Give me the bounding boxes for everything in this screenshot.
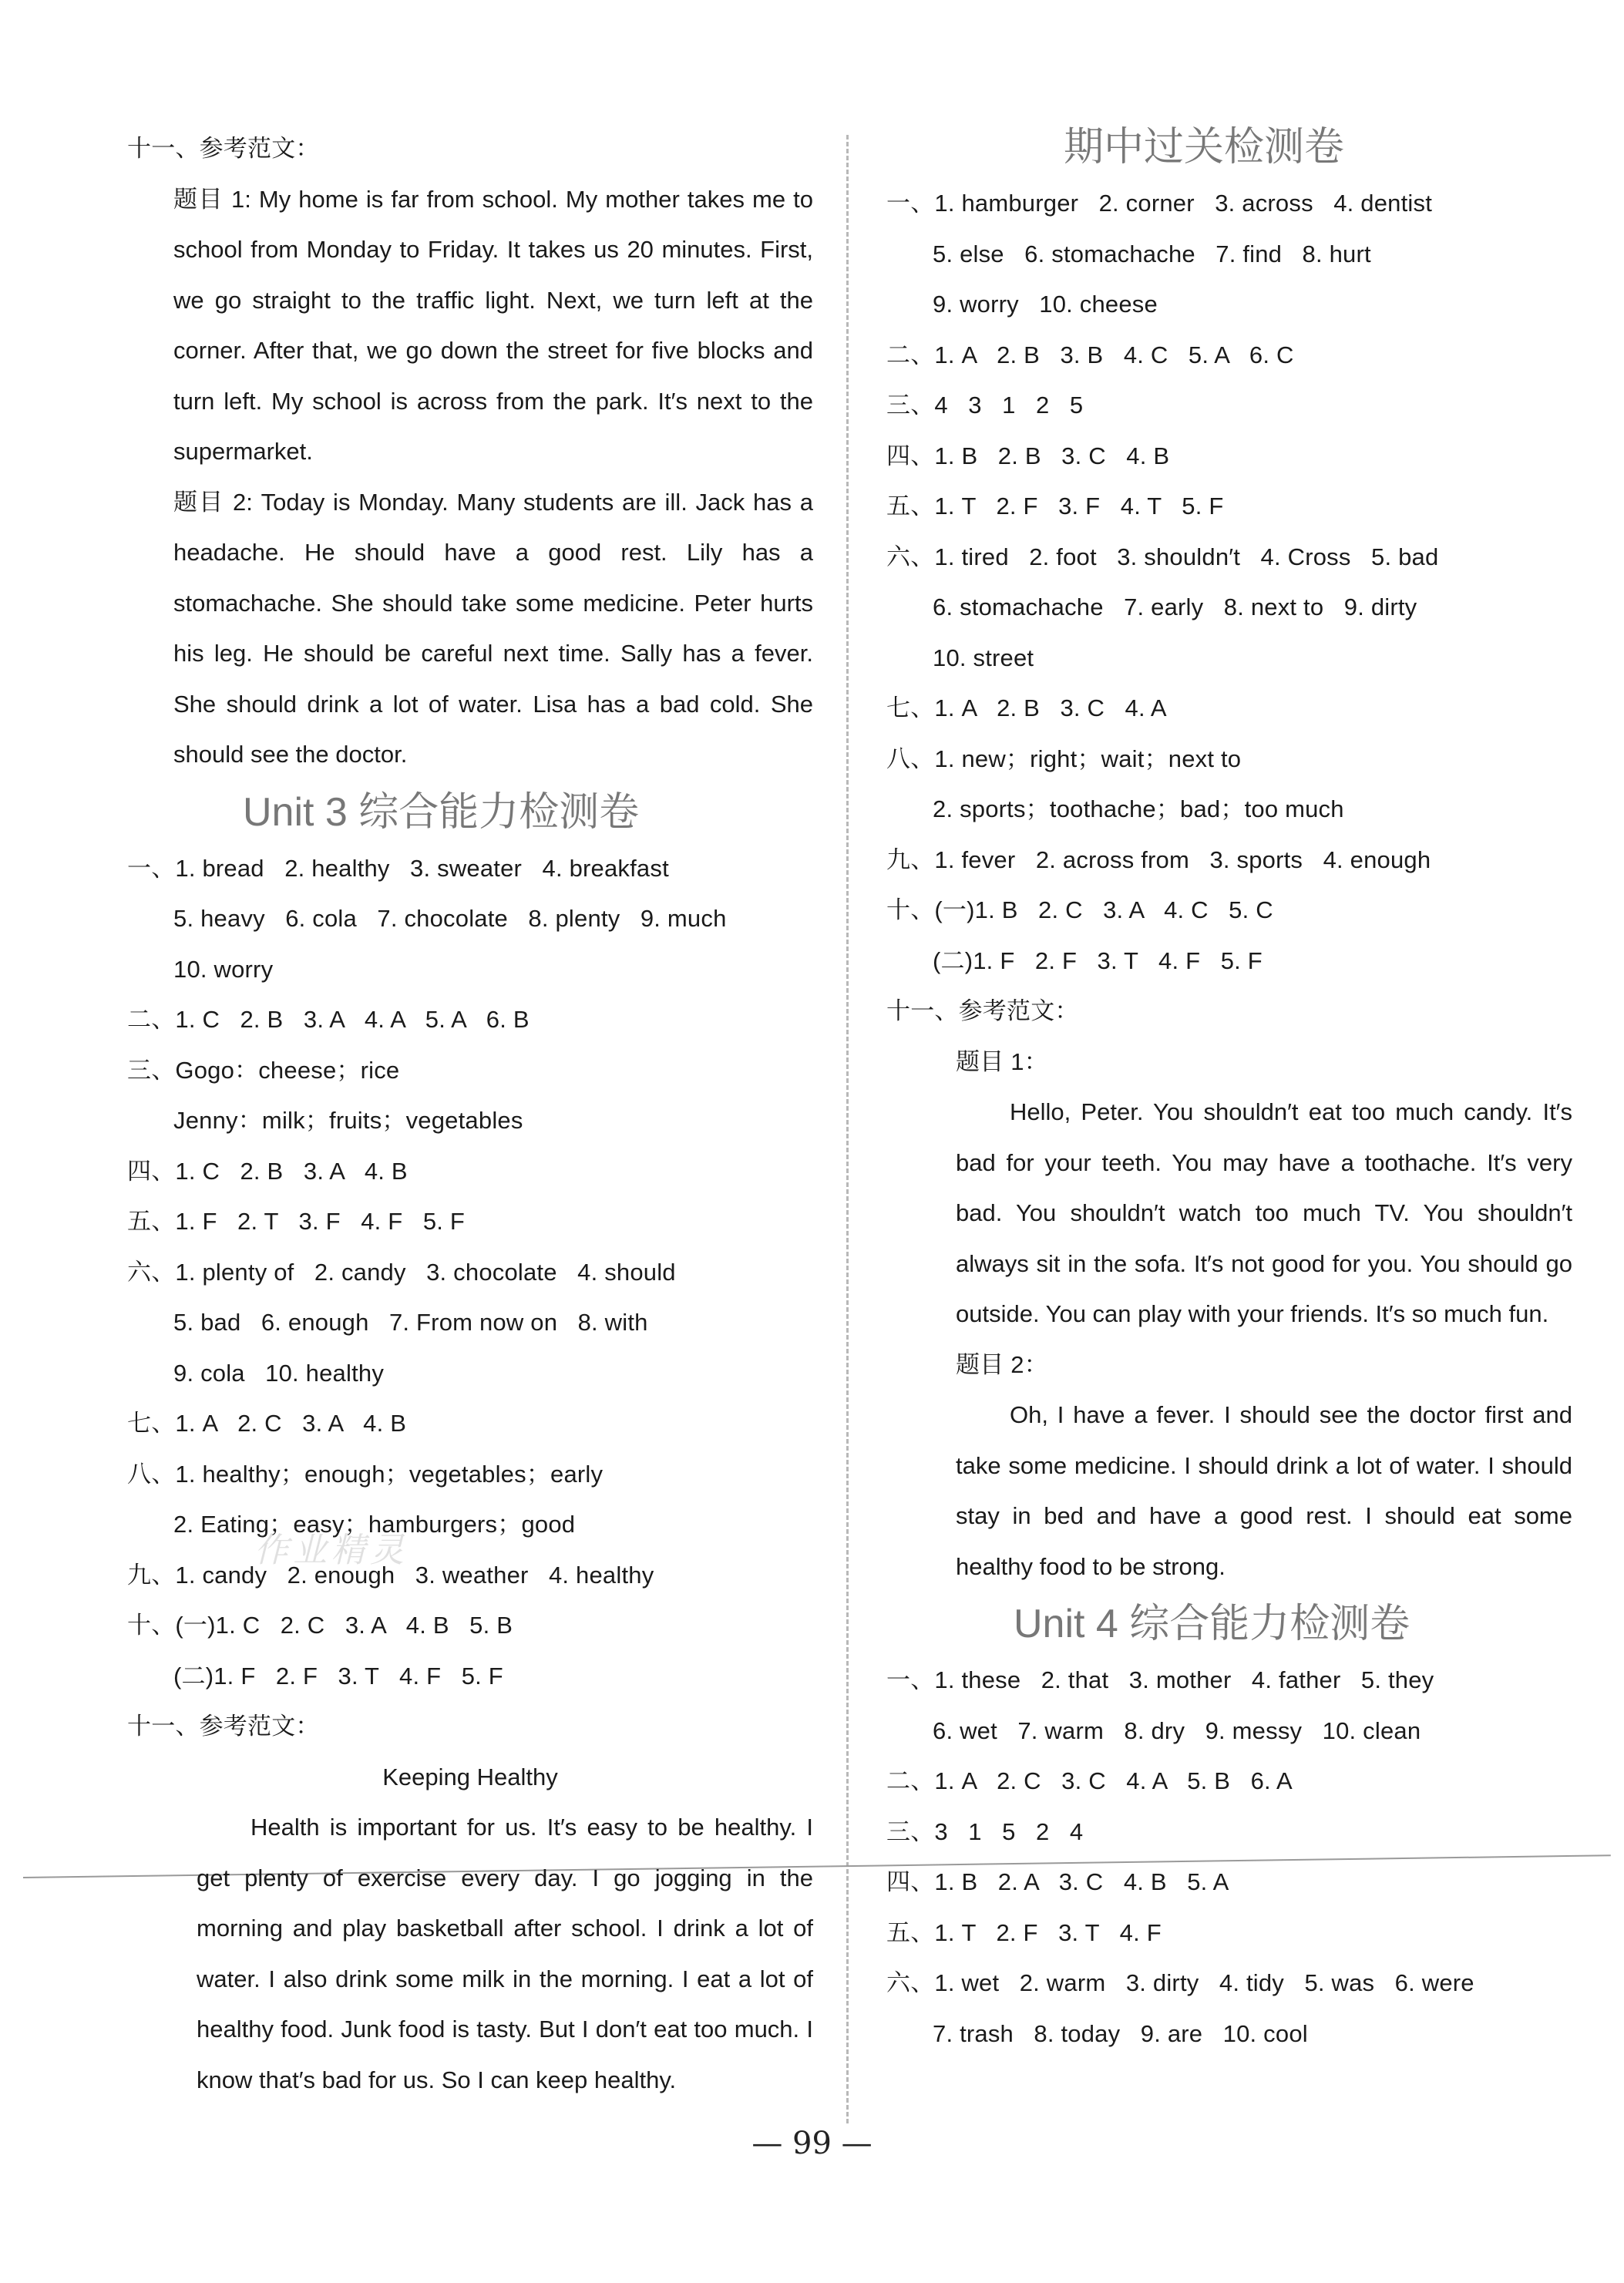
answer-line: 一、1. bread 2. healthy 3. sweater 4. breakfast xyxy=(127,854,669,882)
answer-line: 5. heavy 6. cola 7. chocolate 8. plenty 9. much xyxy=(173,905,727,932)
keeping-healthy-essay: Health is important for us. It′s easy to be healthy. I get plenty of exercise every day. I go jogging in the morning and play basketball after school. I drink a lot of water. I also drink some milk in the morning. I eat a lot of healthy food. Junk food is tasty. But I don′t eat too much. I know that′s bad for us. So I can keep healthy. xyxy=(197,1814,813,2093)
answer-line: 九、1. fever 2. across from 3. sports 4. enough xyxy=(886,846,1431,873)
answer-line: 题目 1： xyxy=(956,1047,1048,1075)
answer-line: 三、3 1 5 2 4 xyxy=(886,1817,1084,1845)
keeping-healthy-title: Keeping Healthy xyxy=(382,1763,558,1790)
answer-line: 二、1. A 2. C 3. C 4. A 5. B 6. A xyxy=(886,1767,1293,1794)
answer-line: 四、1. B 2. B 3. C 4. B xyxy=(886,442,1170,469)
answer-line: 五、1. T 2. F 3. F 4. T 5. F xyxy=(886,493,1224,519)
right-column xyxy=(886,119,1572,2059)
answer-line: 9. worry 10. cheese xyxy=(933,291,1158,318)
answer-line: 7. trash 8. today 9. are 10. cool xyxy=(933,2019,1308,2047)
answer-line: 一、1. these 2. that 3. mother 4. father 5. they xyxy=(886,1666,1434,1693)
answer-line: 七、1. A 2. C 3. A 4. B xyxy=(127,1410,407,1437)
answer-line: 五、1. T 2. F 3. T 4. F xyxy=(886,1918,1162,1946)
answer-line: 七、1. A 2. B 3. C 4. A xyxy=(886,694,1167,721)
watermark: 作业精灵 xyxy=(254,1532,409,1569)
answer-line: 十一、参考范文： xyxy=(886,997,1079,1024)
answer-line: 5. bad 6. enough 7. From now on 8. with xyxy=(173,1309,648,1336)
answer-line: 四、1. B 2. A 3. C 4. B 5. A xyxy=(886,1868,1229,1895)
answer-line: 十一、参考范文： xyxy=(127,1713,320,1740)
answer-line: 10. street xyxy=(933,644,1034,671)
midterm-topic2-label: 题目 2： xyxy=(956,1350,1048,1378)
answer-line: 九、1. candy 2. enough 3. weather 4. healthy xyxy=(127,1561,654,1589)
answer-line: 八、1. healthy；enough；vegetables；early xyxy=(127,1460,604,1488)
answer-line: 6. stomachache 7. early 8. next to 9. dirty xyxy=(933,593,1417,620)
answer-line: 五、1. F 2. T 3. F 4. F 5. F xyxy=(127,1208,466,1235)
midterm-topic2-essay: Oh, I have a fever. I should see the doctor first and take some medicine. I should drink a lot of water. I should stay in bed and have a good rest. I should eat some healthy food to be strong. xyxy=(956,1401,1572,1580)
midterm-title: 期中过关检测卷 xyxy=(1064,125,1345,170)
answer-line: 二、1. C 2. B 3. A 4. A 5. A 6. B xyxy=(127,1006,530,1033)
unit4-title: Unit 4 综合能力检测卷 xyxy=(1014,1602,1410,1646)
answer-line: 9. cola 10. healthy xyxy=(173,1359,385,1387)
answer-line: (二)1. F 2. F 3. T 4. F 5. F xyxy=(933,946,1263,974)
column-divider xyxy=(846,135,849,2123)
answer-line: 六、1. tired 2. foot 3. shouldn′t 4. Cross 5. bad xyxy=(886,543,1439,570)
page-number: — 99 — xyxy=(751,2126,873,2161)
answer-line: 10. worry xyxy=(173,955,274,983)
answer-line: 四、1. C 2. B 3. A 4. B xyxy=(127,1157,408,1185)
answer-line: 十、(一)1. C 2. C 3. A 4. B 5. B xyxy=(127,1612,513,1639)
answer-line: 2. Eating；easy；hamburgers；good xyxy=(173,1511,576,1538)
midterm-topic1-essay: Hello, Peter. You shouldn′t eat too much candy. It′s bad for your teeth. You may have a toothache. It′s very bad. You shouldn′t watch too much TV. You shouldn′t always sit in the sofa. It′s not good for you. You should go outside. You can play with your friends. It′s so much fun. xyxy=(956,1098,1572,1327)
answer-line: 三、4 3 1 2 5 xyxy=(886,392,1084,419)
topic2-essay: 题目 2: Today is Monday. Many students are ill. Jack has a headache. He should have a good rest. Lily has a stomachache. She should take some medicine. Peter hurts his leg. He should be careful next time. Sally has a fever. She should drink a lot of water. Lisa has a bad cold. She should see the doctor. xyxy=(173,488,813,768)
answer-line: 八、1. new；right；wait；next to xyxy=(886,745,1242,772)
answer-line: Jenny：milk；fruits；vegetables xyxy=(173,1107,523,1134)
answer-line: 一、1. hamburger 2. corner 3. across 4. dentist xyxy=(886,190,1433,217)
answer-line: 三、Gogo：cheese；rice xyxy=(127,1056,400,1084)
answer-line: 二、1. A 2. B 3. B 4. C 5. A 6. C xyxy=(886,341,1294,368)
answer-line: 十、(一)1. B 2. C 3. A 4. C 5. C xyxy=(886,896,1273,923)
answer-line: 六、1. plenty of 2. candy 3. chocolate 4. should xyxy=(127,1258,676,1286)
essay-label: 十一、参考范文： xyxy=(127,135,320,162)
topic1-essay: 题目 1: My home is far from school. My mother takes me to school from Monday to Friday. It takes us 20 minutes. First, we go straight to the traffic light. Next, we turn left at the corner. After that, we go down the street for five blocks and turn left. My school is across from the park. It′s next to the supermarket. xyxy=(173,185,813,465)
left-column xyxy=(127,123,813,2105)
answer-line: (二)1. F 2. F 3. T 4. F 5. F xyxy=(173,1662,503,1690)
answer-line: 六、1. wet 2. warm 3. dirty 4. tidy 5. was 6. were xyxy=(886,1969,1474,1996)
answer-line: 2. sports；toothache；bad；too much xyxy=(933,795,1344,822)
answer-line: 5. else 6. stomachache 7. find 8. hurt xyxy=(933,240,1371,267)
unit3-title: Unit 3 综合能力检测卷 xyxy=(243,789,640,835)
answer-line: 6. wet 7. warm 8. dry 9. messy 10. clean xyxy=(933,1716,1421,1744)
